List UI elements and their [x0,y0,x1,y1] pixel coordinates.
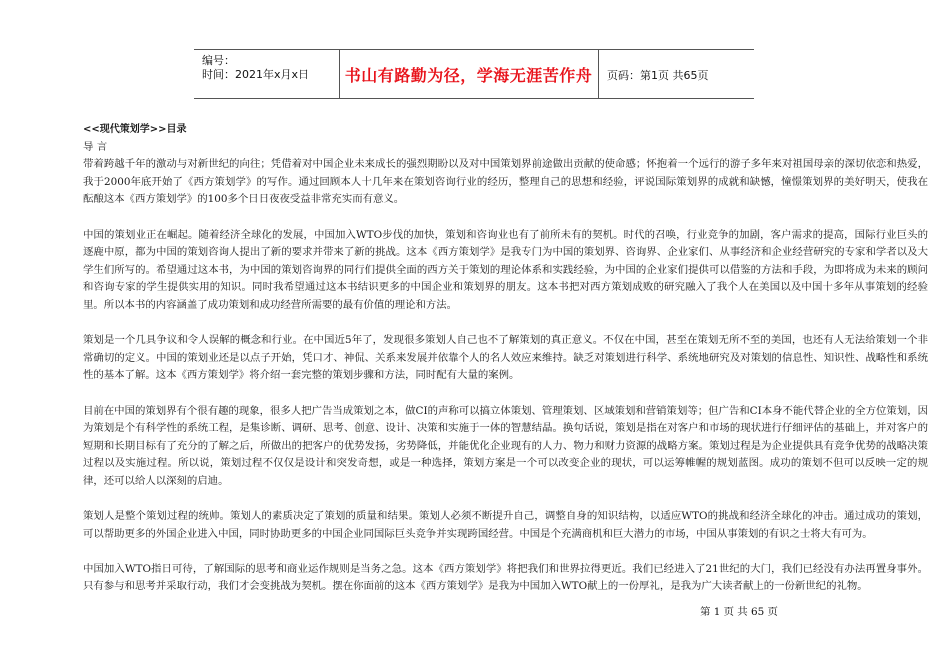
paragraph-spacer [83,315,928,333]
header-motto: 书山有路勤为径，学海无涯苦作舟 [344,66,593,85]
header-motto-cell [339,50,599,98]
paragraph-spacer [83,209,928,227]
paragraph: 中国的策划业正在崛起。随着经济全球化的发展，中国加入WTO步伐的加快，策划和咨询业也有了前所未有的契机。时代的召唤，行业竞争的加剧，客户需求的提高，国际行业巨头的逐鹿中原，都为中国的策划咨询人提出了新的要求并带来了新的挑战。这本《西方策划学》是我专门为中国的策划界、咨询界、企业家们、从事经济和企业经营研究的专家和学者以及大学生们所写的。希望通过这本书，为中国的策划咨询界的同行们提供全面的西方关于策划的理论体系和实践经验，为中国的企业家们提供可以借鉴的方法和手段，为即将成为未来的顾问和咨询专家的学生提供实用的知识。同时我希望通过这本书结识更多的中国企业和策划界的朋友。这本书把对西方策划成败的研究融入了我个人在美国以及中国十多年从事策划的经验里。所以本书的内容涵盖了成功策划和成功经营所需要的最有价值的理论和方法。 [83,228,928,311]
paragraph: 策划人是整个策划过程的统帅。策划人的素质决定了策划的质量和结果。策划人必须不断提升自己，调整自身的知识结构，以适应WTO的挑战和经济全球化的冲击。通过成功的策划，可以帮助更多的外国企业进入中国，同时协助更多的中国企业同国际巨头竞争并实现跨国经营。中国是个充满商机和巨大潜力的市场，中国从事策划的有识之士将大有可为。 [83,510,928,540]
paragraph: 带着跨越千年的激动与对新世纪的向往；凭借着对中国企业未来成长的强烈期盼以及对中国策划界前途做出贡献的使命感；怀抱着一个远行的游子多年来对祖国母亲的深切依恋和热爱，我于2000年底开始了《西方策划学》的写作。通过回顾本人十几年来在策划咨询行业的经历，整理自己的思想和经验，评说国际策划界的成就和缺憾，憧憬策划界的美好明天，使我在酝酿这本《西方策划学》的100多个日日夜夜受益非常充实而有意义。 [83,158,928,206]
paragraph-spacer [83,385,928,403]
paragraph-spacer [83,543,928,561]
page-header [194,49,754,99]
toc-title: <<现代策划学>>目录 [83,124,187,135]
document-body [83,121,928,596]
paragraph: 中国加入WTO指日可待，了解国际的思考和商业运作规则是当务之急。这本《西方策划学》将把我们和世界拉得更近。我们已经进入了21世纪的大门，我们已经没有办法再置身事外。只有参与和思考并采取行动，我们才会变挑战为契机。摆在你面前的这本《西方策划学》是我为中国加入WTO献上的一份厚礼，是我为广大读者献上的一份新世纪的礼物。 [83,562,928,593]
paragraph: 目前在中国的策划界有个很有趣的现象，很多人把广告当成策划之本，做CI的声称可以搞立体策划、管理策划、区域策划和营销策划等；但广告和CI本身不能代替企业的全方位策划，因为策划是个有科学性的系统工程，是集诊断、调研、思考、创意、设计、决策和实施于一体的智慧结晶。换句话说，策划是指在对客户和市场的现状进行仔细评估的基础上，并对客户的短期和长期目标有了充分的了解之后，所做出的把客户的优势发扬，劣势降低，并能优化企业现有的人力、物力和财力资源的战略方案。策划过程是为企业提供具有竞争优势的战略决策过程以及实施过程。所以说，策划过程不仅仅是设计和突发奇想，或是一种选择，策划方案是一个可以改变企业的现状，可以运筹帷幄的规划蓝图。成功的策划不但可以反映一定的规律，还可以给人以深刻的启迪。 [83,404,928,487]
header-page-info: 页码：第1页 共65页 [607,69,709,82]
section-subtitle: 导 言 [83,140,108,153]
paragraph: 策划是一个几具争议和令人误解的概念和行业。在中国近5年了，发现很多策划人自己也不了解策划的真正意义。不仅在中国，甚至在策划无所不至的美国，也还有人无法给策划一个非常确切的定义。中国的策划业还是以点子开始，凭口才、神侃、关系来发展并依靠个人的名人效应来维持。缺乏对策划进行科学、系统地研究及对策划的信息性、知识性、战略性和系统性的基本了解。这本《西方策划学》将介绍一套完整的策划步骤和方法，同时配有大量的案例。 [83,334,928,382]
document-number-label: 编号： [202,54,235,67]
document-date: 时间：2021年x月x日 [202,68,310,81]
header-page-cell [598,50,754,98]
paragraph-spacer [83,490,928,508]
page-footer: 第 1 页 共 65 页 [700,606,778,618]
header-meta-cell [194,50,340,98]
